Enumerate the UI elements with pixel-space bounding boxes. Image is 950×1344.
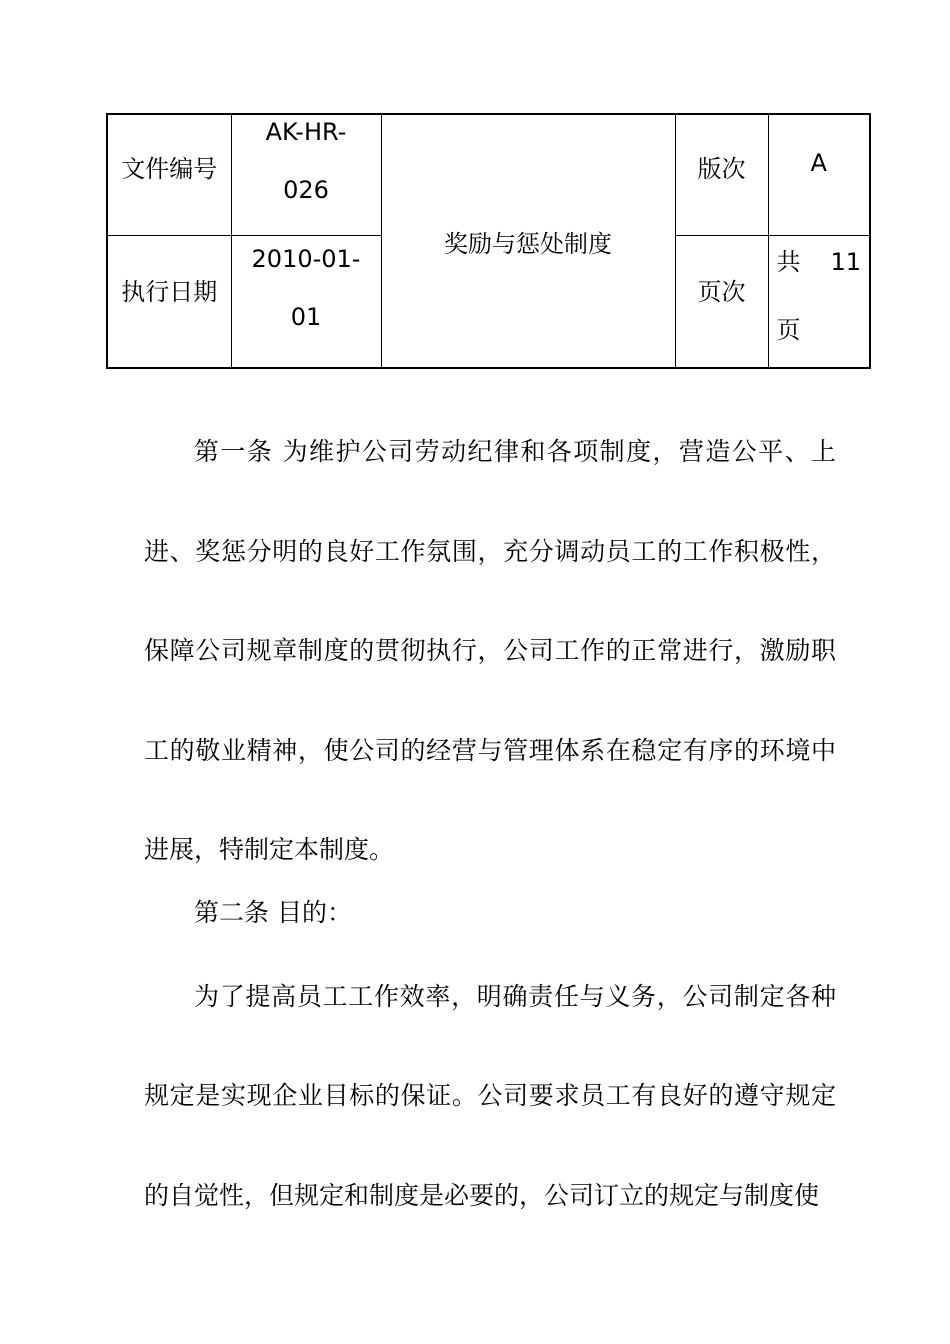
version-value: A [768,114,870,235]
page-total-prefix: 共 [776,247,801,276]
article-2-text: 为了提高员工工作效率，明确责任与义务，公司制定各种规定是实现企业目标的保证。公司要求员工有良好的遵守规定的自觉性，但规定和制度是必要的，公司订立的规定与制度使 [144,981,836,1210]
article-1: 第一条 为维护公司劳动纪律和各项制度，营造公平、上进、奖惩分明的良好工作氛围，充分调动员工的工作积极性，保障公司规章制度的贯彻执行，公司工作的正常进行，激励职工的敬业精神，使公司的经营与管理体系在稳定有序的环境中进展，特制定本制度。 [144,437,836,864]
document-header-table [106,113,871,369]
doc-number-line2: 026 [283,176,329,204]
version-label: 版次 [675,114,768,235]
document-title: 奖励与惩处制度 [381,114,675,368]
doc-number-label: 文件编号 [107,114,231,235]
article-2-heading: 第二条 目的： [194,897,352,927]
exec-date-line1: 2010-01- [251,244,361,273]
page-total-suffix: 页 [776,315,801,344]
document-body [144,422,836,1245]
page-total-number: 11 [830,247,861,276]
exec-date-value [231,235,381,368]
doc-number-line1: AK-HR- [265,118,347,146]
exec-date-label: 执行日期 [107,235,231,368]
page-label: 页次 [675,235,768,368]
exec-date-line2: 01 [290,302,322,331]
doc-number-value [231,114,381,235]
page-count [768,235,870,368]
